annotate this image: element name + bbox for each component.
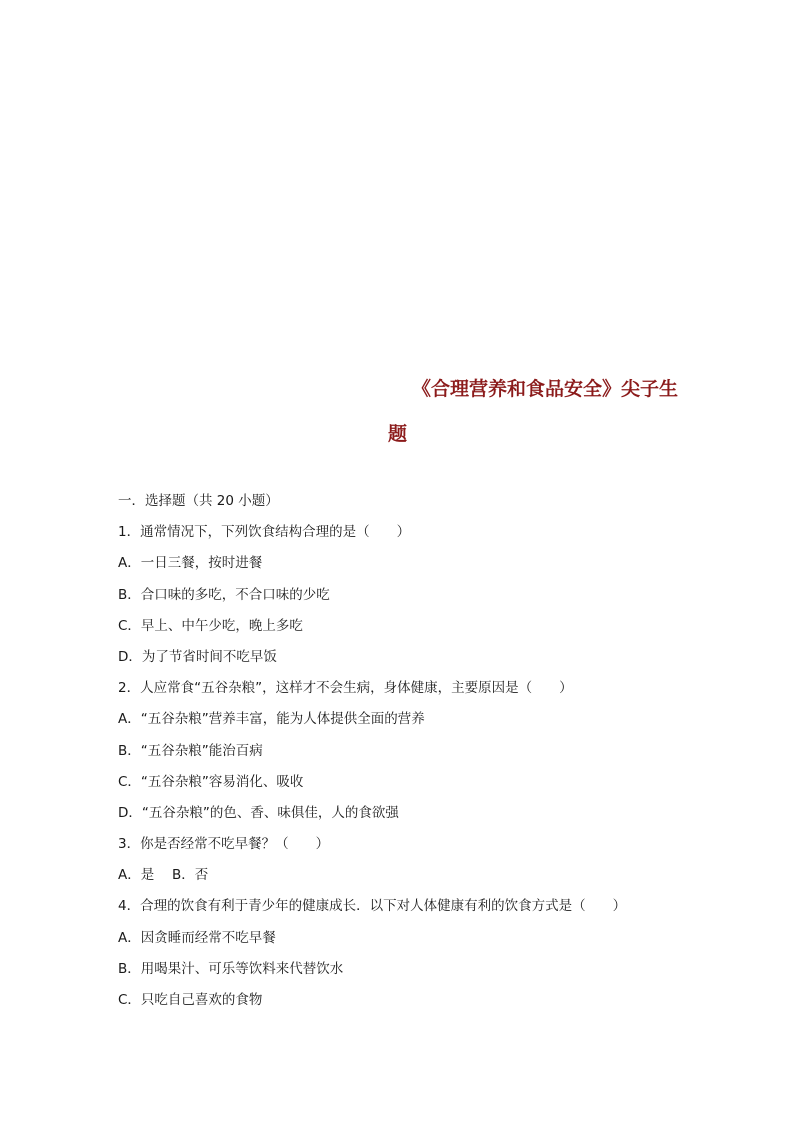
question-4-option-a: A．因贪睡而经常不吃早餐	[118, 929, 276, 946]
document-title-continuation: 题	[388, 423, 408, 445]
question-2-option-c: C．“五谷杂粮”容易消化、吸收	[118, 773, 304, 790]
question-1-option-c: C．早上、中午少吃，晚上多吃	[118, 617, 303, 634]
question-4: 4．合理的饮食有利于青少年的健康成长．以下对人体健康有利的饮食方式是（ ）	[118, 898, 627, 915]
section-heading: 一．选择题（共 20 小题）	[118, 493, 279, 509]
question-2-option-d: D．“五谷杂粮”的色、香、味俱佳，人的食欲强	[118, 804, 399, 821]
question-2: 2．人应常食“五谷杂粮”，这样才不会生病，身体健康，主要原因是（ ）	[118, 680, 573, 697]
question-2-option-a: A．“五谷杂粮”营养丰富，能为人体提供全面的营养	[118, 711, 425, 728]
question-1-option-a: A．一日三餐，按时进餐	[118, 555, 263, 572]
question-4-option-b: B．用喝果汁、可乐等饮料来代替饮水	[118, 960, 344, 977]
question-list	[118, 486, 758, 1016]
question-3-options: A．是 B．否	[118, 867, 209, 884]
question-4-option-c: C．只吃自己喜欢的食物	[118, 992, 263, 1008]
question-3: 3．你是否经常不吃早餐？（ ）	[118, 836, 330, 853]
question-2-option-b: B．“五谷杂粮”能治百病	[118, 742, 263, 759]
question-1-option-b: B．合口味的多吃，不合口味的少吃	[118, 586, 330, 603]
question-1: 1．通常情况下，下列饮食结构合理的是（ ）	[118, 524, 411, 541]
question-1-option-d: D．为了节省时间不吃早饭	[118, 648, 277, 665]
document-title: 《合理营养和食品安全》尖子生	[412, 378, 679, 400]
